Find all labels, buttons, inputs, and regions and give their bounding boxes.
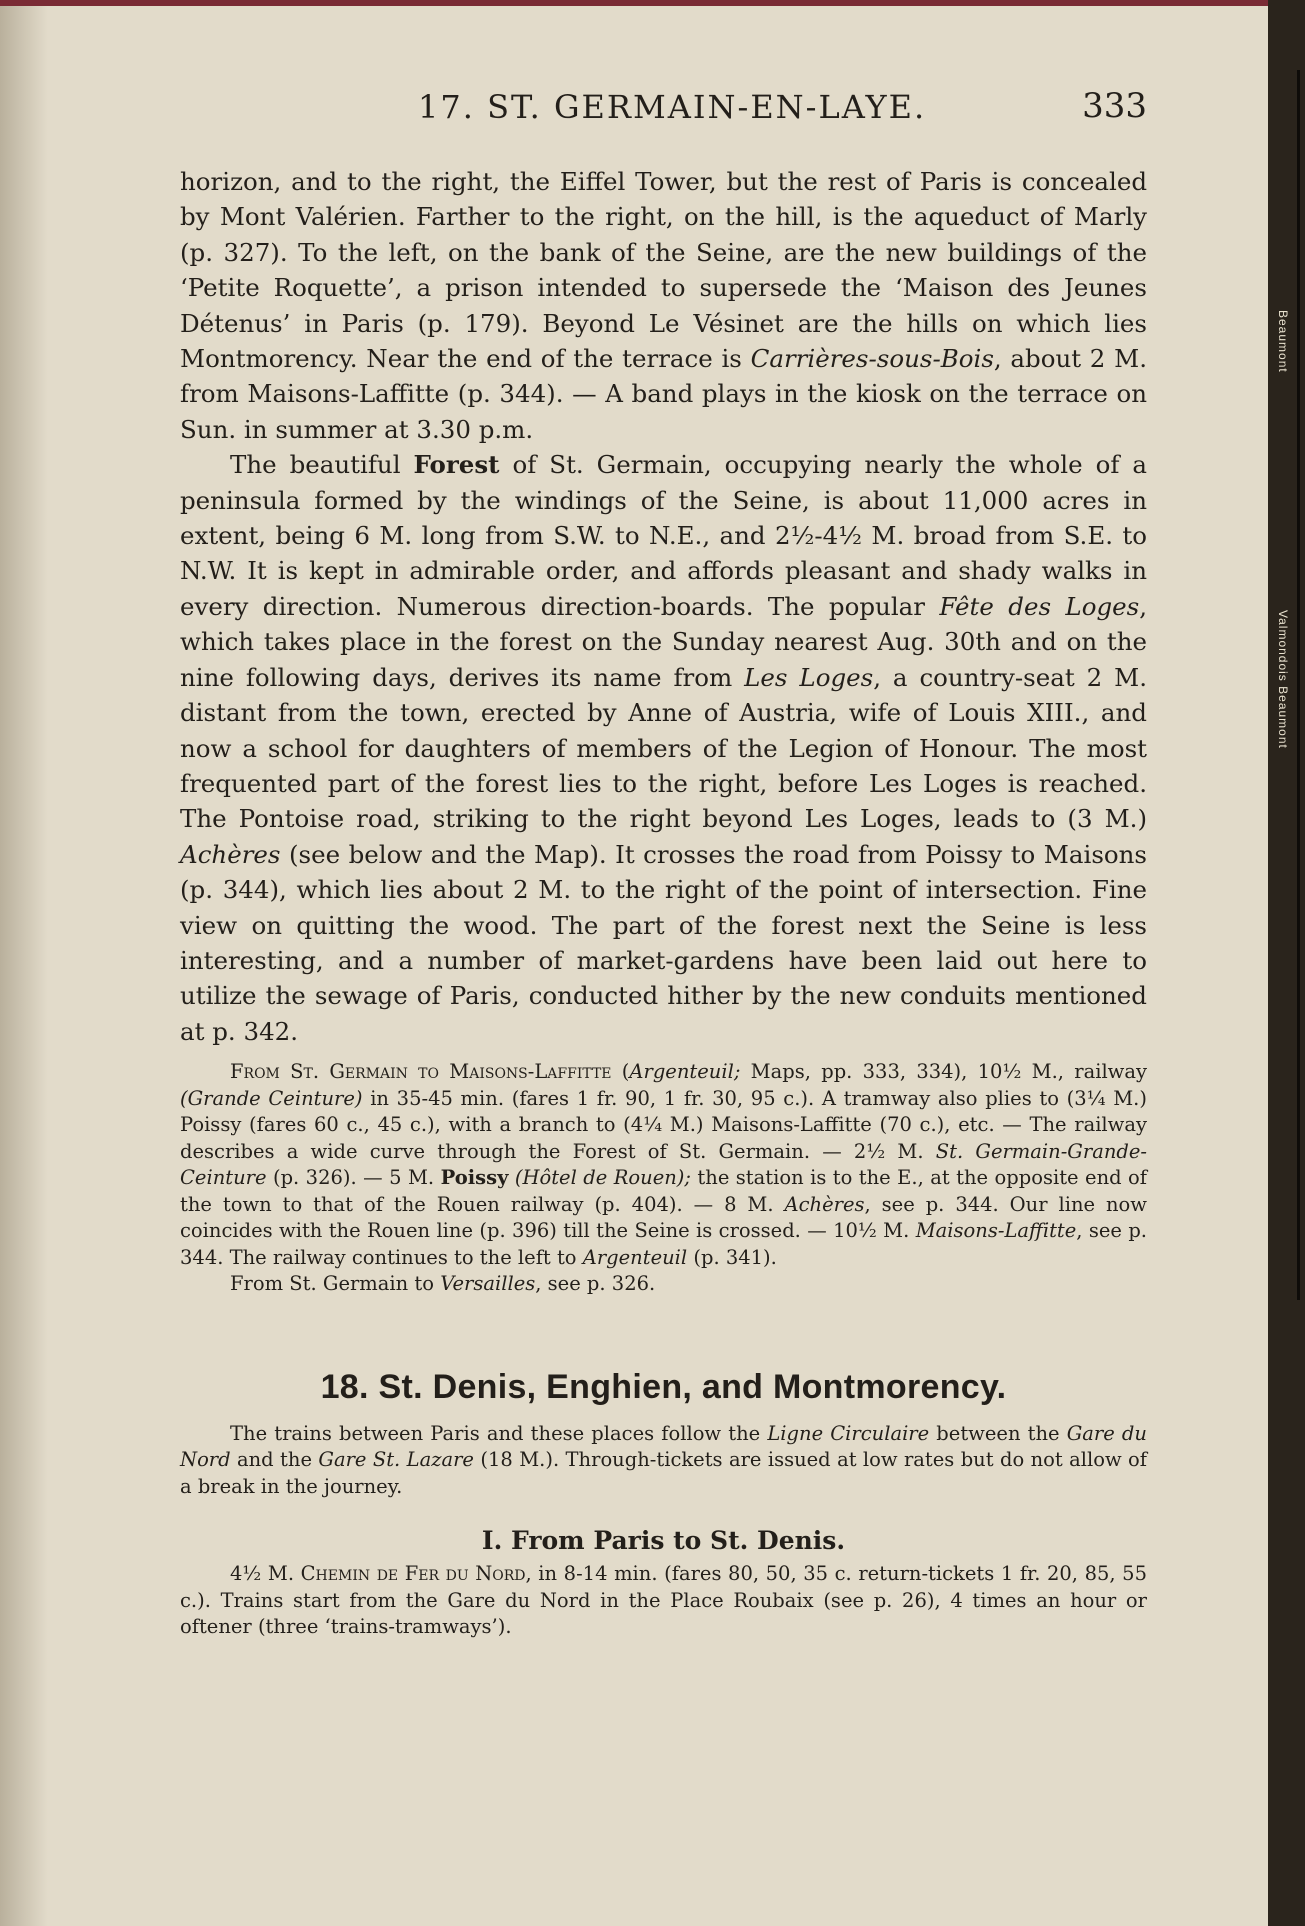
note-st-germain-maisons-laffitte: From St. Germain to Maisons-Laffitte (Argenteuil; Maps, pp. 333, 334), 10½ M., railway (Grande Ceinture) in 35-45 min. (fares 1 fr. 90, 1 fr. 30, 95 c.). A tramway also plies to (3¼ M.) Poissy (fares 60 c., 45 c.), with a branch to (4¼ M.) Maisons-Laffitte (70 c.), etc. — The railway describes a wide curve through the Forest of St. Germain. — 2½ M. St. Germain-Grande-Ceinture (p. 326). — 5 M. Poissy (Hôtel de Rouen); the station is to the E., at the opposite end of the town to that of the Rouen railway (p. 404). — 8 M. Achères, see p. 344. Our line now coincides with the Rouen line (p. 396) till the Seine is crossed. — 10½ M. Maisons-Laffitte, see p. 344. The railway continues to the left to Argenteuil (p. 341). xyxy=(180,1060,1148,1269)
subsection-title: I. From Paris to St. Denis. xyxy=(481,1526,846,1556)
note-versailles: From St. Germain to Versailles, see p. 326. xyxy=(230,1272,656,1296)
edge-tab-valmondois: Valmondois Beaumont xyxy=(1276,610,1290,749)
paragraph-ligne-circulaire: The trains between Paris and these places follow the Ligne Circulaire between the Gare du Nord and the Gare St. Lazare (18 M.). Through-tickets are issued at low rates but do not allow of a break in the journey. xyxy=(180,1421,1147,1498)
page-body xyxy=(180,164,1147,1641)
gutter-shadow xyxy=(0,6,48,1926)
chapter-heading: 17. ST. GERMAIN-EN-LAYE. xyxy=(418,88,927,126)
paragraph-terrace-view: horizon, and to the right, the Eiffel Tower, but the rest of Paris is concealed by Mont Valérien. Farther to the right, on the hill, is the aqueduct of Marly (p. 327). To the left, on the bank of the Seine, are the new buildings of the ‘Petite Roquette’, a prison intended to supersede the ‘Maison des Jeunes Détenus’ in Paris (p. 179). Beyond Le Vésinet are the hills on which lies Montmorency. Near the end of the terrace is Carrières-sous-Bois, about 2 M. from Maisons-Laffitte (p. 344). — A band plays in the kiosk on the terrace on Sun. in summer at 3.30 p.m. xyxy=(180,167,1147,444)
running-header xyxy=(180,86,1147,130)
edge-tab-beaumont: Beaumont xyxy=(1276,310,1290,373)
paragraph-forest: The beautiful Forest of St. Germain, occupying nearly the whole of a peninsula formed by the windings of the Seine, is about 11,000 acres in extent, being 6 M. long from S.W. to N.E., and 2½-4½ M. broad from S.E. to N.W. It is kept in admirable order, and affords pleasant and shady walks in every direction. Numerous direction-boards. The popular Fête des Loges, which takes place in the forest on the Sunday nearest Aug. 30th and on the nine following days, derives its name from Les Loges, a country-seat 2 M. distant from the town, erected by Anne of Austria, wife of Louis XIII., and now a school for daughters of members of the Legion of Honour. The most frequented part of the forest lies to the right, before Les Loges is reached. The Pontoise road, striking to the right beyond Les Loges, leads to (3 M.) Achères (see below and the Map). It crosses the road from Poissy to Maisons (p. 344), which lies about 2 M. to the right of the point of intersection. Fine view on quitting the wood. The part of the forest next the Seine is less interesting, and a number of market-gardens have been laid out here to utilize the sewage of Paris, conducted hither by the new conduits mentioned at p. 342. xyxy=(180,450,1147,1046)
paragraph-chemin-de-fer: 4½ M. Chemin de Fer du Nord, in 8-14 min. (fares 80, 50, 35 c. return-tickets 1 fr. 20, 85, 55 c.). Trains start from the Gare du Nord in the Place Roubaix (see p. 26), 4 times an hour or oftener (three ‘trains-tramways’). xyxy=(180,1562,1147,1639)
section-title: 18. St. Denis, Enghien, and Montmorency. xyxy=(320,1367,1007,1406)
page-number: 333 xyxy=(1082,86,1147,126)
edge-tab-bar xyxy=(1297,70,1300,1300)
